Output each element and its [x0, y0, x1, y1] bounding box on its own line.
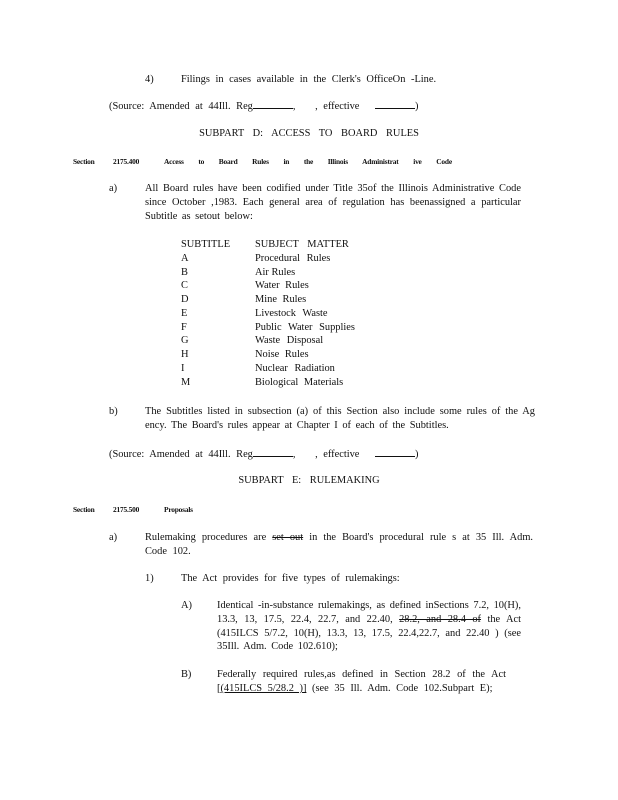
source-note-1-prefix: (Source: Amended at 44Ill. Reg	[109, 101, 253, 112]
para-a2-text	[145, 531, 533, 559]
item-B-bracket: [	[217, 683, 221, 694]
item-B-underlined: (415ILCS 5/28.2 )]	[220, 683, 307, 694]
struck-text: set out	[272, 532, 304, 543]
source-note-2-mid: , effective	[315, 449, 360, 460]
subject-matter: Public Water Supplies	[255, 321, 355, 333]
para-b-text: The Subtitles listed in subsection (a) of this Section also include some rules of the Ag ency. The Board's rules appear at Chapter I of each of the Subtitles.	[145, 406, 535, 431]
source-note-2: (Source: Amended at 44Ill. Reg , , effective )	[109, 449, 419, 460]
para-a1-label: a)	[109, 183, 118, 194]
item-B-line-1: Federally required rules,as defined in Section 28.2 of the Act	[217, 669, 507, 680]
para-a2-before: Rulemaking procedures are	[145, 532, 273, 543]
reg-blank	[253, 447, 293, 457]
subject-matter-header: SUBJECT MATTER	[255, 239, 349, 250]
section-400-number: 2175.400	[113, 157, 140, 166]
item-1-text: The Act provides for five types of rulemakings:	[181, 573, 400, 584]
effective-blank	[375, 447, 415, 457]
item-B-label: B)	[181, 669, 192, 680]
source-note-2-prefix: (Source: Amended at 44Ill. Reg	[109, 449, 253, 460]
subtitle-letter: B	[181, 266, 188, 278]
subject-matter: Noise Rules	[255, 349, 309, 360]
subtitle-letter: H	[181, 349, 189, 360]
para-a2-after: in the Board's procedural rule s at 35 Ill. Adm. Code 102.	[145, 532, 533, 557]
para-a1-text: All Board rules have been codified under Title 35of the Illinois Administrative Code since October ,1983. Each general area of regulation has beenassigned a particular Subtitle as setout below:	[145, 183, 521, 222]
item-4-label: 4)	[145, 74, 154, 85]
item-A-label: A)	[181, 600, 192, 611]
subtitle-letter: A	[181, 252, 189, 264]
subject-matter: Mine Rules	[255, 294, 307, 305]
item-A-text	[217, 599, 521, 654]
subpart-e-heading: SUBPART E: RULEMAKING	[238, 475, 380, 486]
source-note-1-mid: , effective	[315, 101, 360, 112]
section-400-label: Section	[73, 157, 95, 166]
subtitle-letter: G	[181, 335, 189, 347]
item-4-text: Filings in cases available in the Clerk's OfficeOn -Line.	[181, 74, 437, 85]
para-b-label: b)	[109, 406, 118, 417]
subtitle-letter: C	[181, 280, 188, 292]
source-note-2-end: )	[415, 449, 419, 460]
item-1-label: 1)	[145, 573, 154, 584]
subpart-d-heading: SUBPART D: ACCESS TO BOARD RULES	[199, 128, 419, 139]
subtitle-letter: I	[181, 362, 185, 374]
subject-matter: Nuclear Radiation	[255, 362, 335, 374]
section-500-number: 2175.500	[113, 505, 140, 514]
section-500-title: Proposals	[164, 505, 193, 514]
subtitle-letter: M	[181, 376, 191, 388]
section-400-title: Access to Board Rules in the Illinois Administrat ive Code	[164, 157, 452, 166]
item-A-before: Identical -in-substance rulemakings, as defined inSections 7.2, 10(H), 13.3, 13, 17.5, 22.4, 22.7, and 22.40,	[217, 600, 521, 625]
subject-matter: Waste Disposal	[255, 335, 324, 347]
source-note-1-end: )	[415, 101, 419, 112]
subject-matter: Water Rules	[255, 280, 309, 292]
item-B-rest: (see 35 Ill. Adm. Code 102.Subpart E);	[306, 683, 493, 694]
subject-matter: Procedural Rules	[255, 252, 331, 264]
item-B-line-2	[217, 682, 493, 696]
effective-blank	[375, 99, 415, 109]
subject-matter: Livestock Waste	[255, 307, 328, 319]
section-500-label: Section	[73, 505, 95, 514]
source-note-1: (Source: Amended at 44Ill. Reg , , effective )	[109, 101, 419, 112]
subject-matter: Air Rules	[255, 266, 296, 278]
subtitle-letter: E	[181, 307, 188, 319]
struck-text: 28.2, and 28.4 of	[399, 613, 482, 625]
item-A-after: the Act (415ILCS 5/7.2, 10(H), 13.3, 13, 17.5, 22.4,22.7, and 22.40 ) (see 35Ill. Adm. Code 102.610);	[217, 613, 521, 653]
subtitle-letter: F	[181, 321, 187, 333]
reg-blank	[253, 99, 293, 109]
subject-matter: Biological Materials	[255, 376, 344, 388]
subtitle-header: SUBTITLE	[181, 239, 231, 250]
subtitle-letter: D	[181, 294, 189, 305]
para-a2-label: a)	[109, 532, 118, 543]
